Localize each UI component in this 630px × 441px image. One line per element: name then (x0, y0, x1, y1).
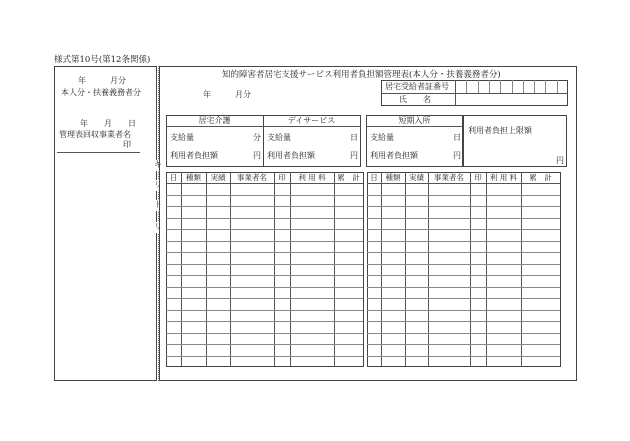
table-row-line (367, 206, 560, 207)
stub-subject: 本人分・扶養義務者分 (61, 88, 141, 97)
burden-label: 利用者負担額 (267, 151, 315, 160)
column-header: 印 (474, 173, 482, 182)
column-header: 印 (278, 173, 286, 182)
stub-date-line: 年 月 日 (80, 119, 136, 128)
column-header: 実績 (210, 173, 226, 182)
table-header-line (367, 183, 560, 184)
stub-month-line: 年 月分 (78, 76, 126, 85)
name-field[interactable] (455, 93, 568, 106)
table-row-line (367, 321, 560, 322)
supply-unit: 日 (350, 133, 358, 142)
digit-cell-divider (523, 80, 524, 93)
recipient-number-label: 居宅受給者証番号 (385, 82, 449, 91)
burden-label: 利用者負担額 (370, 151, 418, 160)
table-col-divider (290, 172, 291, 367)
digit-cell-divider (534, 80, 535, 93)
table-row-line (367, 195, 560, 196)
limit-box[interactable] (463, 115, 567, 167)
supply-label: 支給量 (267, 133, 291, 142)
table-col-divider (334, 172, 335, 367)
column-header: 事業者名 (434, 173, 464, 182)
service-name: 短期入所 (398, 116, 431, 125)
name-label: 氏 名 (399, 95, 431, 104)
table-row-line (166, 218, 363, 219)
cut-label-char: リ (154, 180, 162, 189)
column-header: 事業者名 (237, 173, 267, 182)
table-row-line (166, 206, 363, 207)
table-row-line (166, 252, 363, 253)
table-col-divider (381, 172, 382, 367)
table-row-line (166, 344, 363, 345)
table-col-divider (405, 172, 406, 367)
limit-unit: 円 (556, 156, 564, 165)
table-row-line (367, 298, 560, 299)
form-number: 様式第10号(第12条関係) (54, 55, 151, 65)
supply-label: 支給量 (170, 133, 194, 142)
table-col-divider (521, 172, 522, 367)
limit-label: 利用者負担上限額 (468, 126, 532, 135)
table-row-line (367, 252, 560, 253)
left-stub (54, 66, 157, 381)
table-col-divider (206, 172, 207, 367)
table-row-line (166, 195, 363, 196)
table-row-line (166, 264, 363, 265)
table-row-line (367, 241, 560, 242)
cut-label-char: リ (154, 222, 162, 231)
table-row-line (166, 275, 363, 276)
digit-cell-divider (478, 80, 479, 93)
digit-cell-divider (489, 80, 490, 93)
table-row-line (166, 333, 363, 334)
burden-label: 利用者負担額 (170, 151, 218, 160)
service-name: デイサービス (287, 116, 336, 125)
column-header: 種類 (186, 173, 201, 182)
table-col-divider (230, 172, 231, 367)
column-header: 利 用 料 (298, 173, 326, 182)
table-row-line (166, 287, 363, 288)
table-row-line (367, 356, 560, 357)
table-row-line (166, 321, 363, 322)
service-header-line (263, 126, 360, 127)
stub-seal: 印 (123, 140, 131, 149)
supply-unit: 日 (453, 133, 461, 142)
service-header-line (366, 126, 463, 127)
table-row-line (367, 264, 560, 265)
supply-label: 支給量 (370, 133, 394, 142)
column-header: 利 用 料 (489, 173, 518, 182)
burden-unit: 円 (253, 151, 261, 160)
table-row-line (367, 333, 560, 334)
table-col-divider (428, 172, 429, 367)
table-col-divider (181, 172, 182, 367)
column-header: 実績 (409, 173, 424, 182)
table-row-line (367, 344, 560, 345)
digit-cell-divider (512, 80, 513, 93)
table-row-line (166, 310, 363, 311)
table-row-line (367, 275, 560, 276)
cut-label-char: ト (154, 200, 162, 209)
column-header: 種類 (385, 173, 401, 182)
cut-label-char: キ (154, 160, 162, 169)
daily-table[interactable] (367, 172, 561, 367)
digit-cell-divider (545, 80, 546, 93)
stub-receiver-label: 管理表回収事業者名 (59, 130, 131, 139)
service-name: 居宅介護 (198, 116, 231, 125)
table-row-line (367, 229, 560, 230)
table-col-divider (486, 172, 487, 367)
form-title: 知的障害者居宅支援サービス利用者負担額管理表(本人分・扶養義務者分) (222, 70, 501, 80)
table-col-divider (274, 172, 275, 367)
digit-cell-divider (500, 80, 501, 93)
digit-cell-divider (557, 80, 558, 93)
table-row-line (166, 298, 363, 299)
table-row-line (367, 287, 560, 288)
table-row-line (166, 229, 363, 230)
table-row-line (367, 310, 560, 311)
table-row-line (367, 218, 560, 219)
burden-unit: 円 (350, 151, 358, 160)
digit-cell-divider (466, 80, 467, 93)
table-row-line (166, 356, 363, 357)
column-header: 累 計 (529, 173, 552, 182)
burden-unit: 円 (453, 151, 461, 160)
table-row-line (166, 241, 363, 242)
column-header: 日 (370, 173, 378, 182)
service-header-line (166, 126, 263, 127)
stub-signature-line (57, 152, 140, 153)
column-header: 累 計 (337, 173, 360, 182)
column-header: 日 (169, 173, 178, 182)
month-line: 年 月分 (203, 90, 251, 99)
supply-unit: 分 (253, 133, 261, 142)
table-col-divider (470, 172, 471, 367)
